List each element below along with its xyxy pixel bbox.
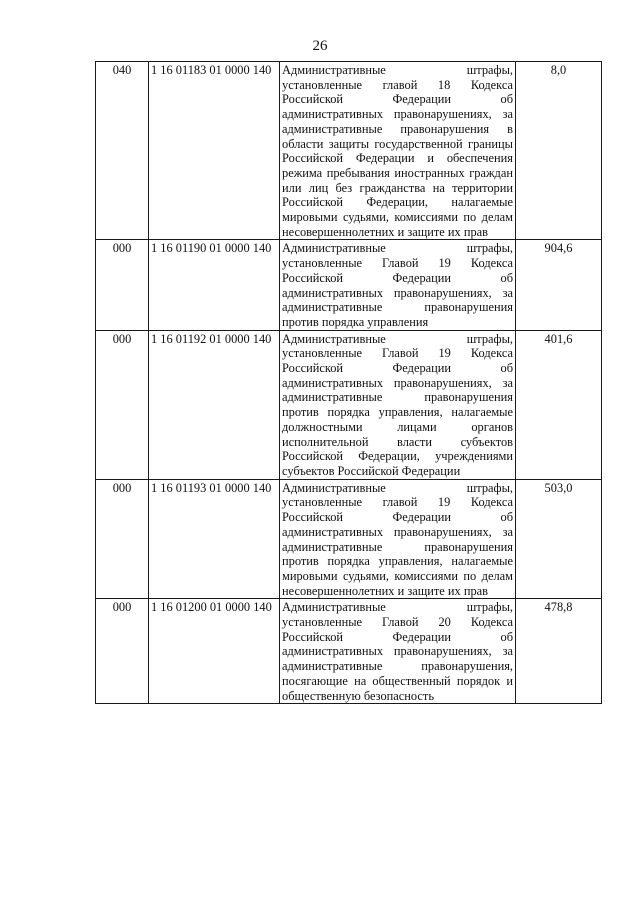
table-row bbox=[96, 62, 602, 240]
revenue-name-cell: Административные штрафы, установленные главой 19 Кодекса Российской Федерации об административных правонарушениях, за административные правонарушения против порядка управления, налагаемые мировыми судьями, комиссиями по делам несовершеннолетних и защите их прав bbox=[280, 479, 516, 599]
revenue-name-cell: Административные штрафы, установленные главой 18 Кодекса Российской Федерации об административных правонарушениях, за административные правонарушения в области защиты государственной границы Российской Федерации и обеспечения режима пребывания иностранных граждан или лиц без гражданства на территории Российской Федерации, налагаемые мировыми судьями, комиссиями по делам несовершеннолетних и защите их прав bbox=[280, 62, 516, 240]
budget-code-cell: 1 16 01183 01 0000 140 bbox=[149, 62, 280, 240]
table-row bbox=[96, 330, 602, 479]
amount-cell: 904,6 bbox=[516, 240, 602, 330]
revenue-table bbox=[95, 61, 602, 704]
admin-code-cell: 000 bbox=[96, 599, 149, 704]
table-row bbox=[96, 479, 602, 599]
revenue-name-cell: Административные штрафы, установленные Главой 20 Кодекса Российской Федерации об административных правонарушениях, за административные правонарушения, посягающие на общественный порядок и общественную безопасность bbox=[280, 599, 516, 704]
revenue-name-cell: Административные штрафы, установленные Главой 19 Кодекса Российской Федерации об административных правонарушениях, за административные правонарушения против порядка управления, налагаемые должностными лицами органов исполнительной власти субъектов Российской Федерации, учреждениями субъектов Российской Федерации bbox=[280, 330, 516, 479]
revenue-name-cell: Административные штрафы, установленные Главой 19 Кодекса Российской Федерации об административных правонарушениях, за административные правонарушения против порядка управления bbox=[280, 240, 516, 330]
budget-code-cell: 1 16 01190 01 0000 140 bbox=[149, 240, 280, 330]
table-row bbox=[96, 599, 602, 704]
amount-cell: 8,0 bbox=[516, 62, 602, 240]
budget-code-cell: 1 16 01200 01 0000 140 bbox=[149, 599, 280, 704]
admin-code-cell: 040 bbox=[96, 62, 149, 240]
amount-cell: 478,8 bbox=[516, 599, 602, 704]
admin-code-cell: 000 bbox=[96, 330, 149, 479]
table-row bbox=[96, 240, 602, 330]
admin-code-cell: 000 bbox=[96, 240, 149, 330]
budget-code-cell: 1 16 01193 01 0000 140 bbox=[149, 479, 280, 599]
page-number: 26 bbox=[312, 38, 328, 54]
amount-cell: 503,0 bbox=[516, 479, 602, 599]
budget-code-cell: 1 16 01192 01 0000 140 bbox=[149, 330, 280, 479]
admin-code-cell: 000 bbox=[96, 479, 149, 599]
amount-cell: 401,6 bbox=[516, 330, 602, 479]
